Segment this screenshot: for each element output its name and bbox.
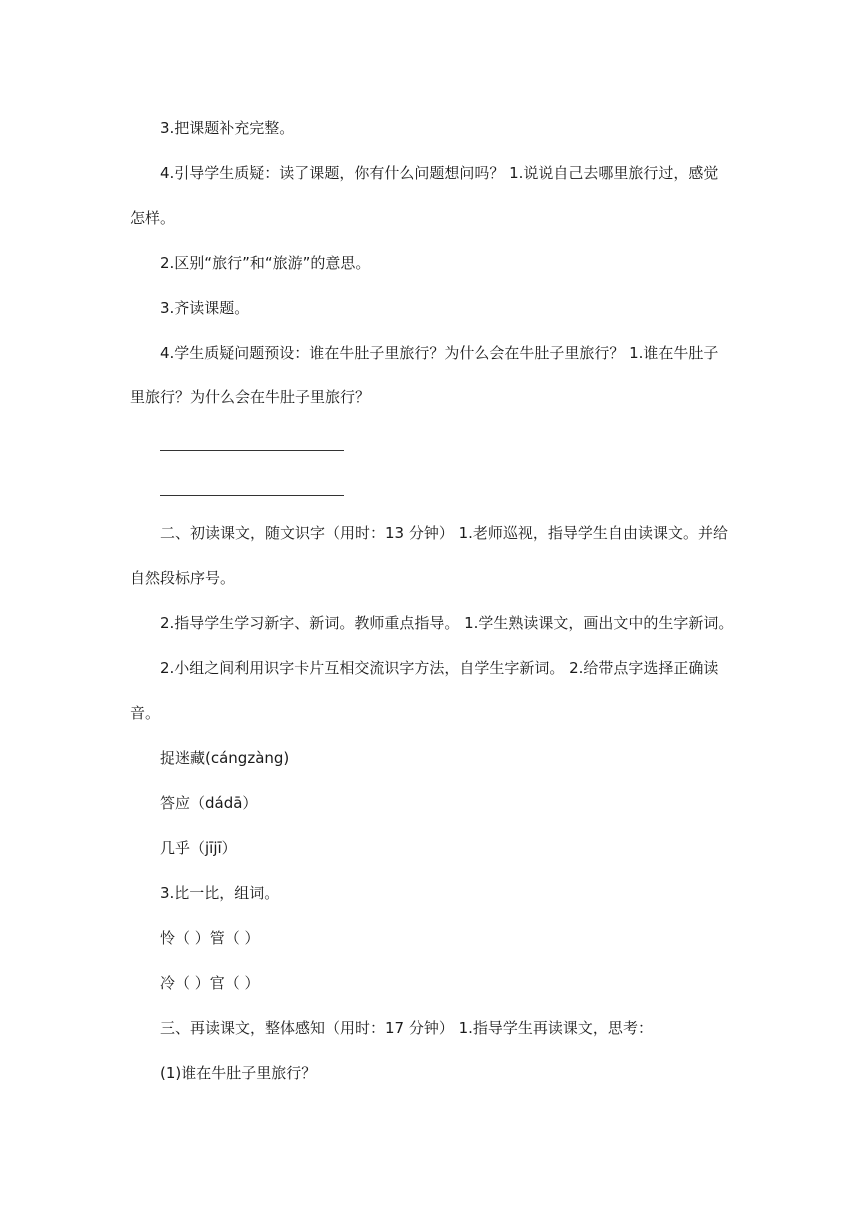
paragraph-line: 3.比一比，组词。 — [160, 884, 280, 902]
paragraph-line: 3.齐读课题。 — [160, 299, 250, 317]
answer-blank-line — [160, 450, 344, 451]
question-line: (1)谁在牛肚子里旅行？ — [160, 1064, 317, 1082]
word-compare-item: 冷（ ）官（ ） — [160, 974, 260, 992]
pinyin-item: 捉迷藏(cángzàng) — [160, 749, 290, 767]
paragraph-line: 4.学生质疑问题预设：谁在牛肚子里旅行？为什么会在牛肚子里旅行？ 1.谁在牛肚子 — [160, 344, 719, 362]
pinyin-item: 几乎（jījī） — [160, 839, 237, 857]
paragraph-line: 2.区别“旅行”和“旅游”的意思。 — [160, 254, 371, 272]
paragraph-line: 怎样。 — [130, 209, 176, 227]
section-heading-line: 三、再读课文，整体感知（用时：17 分钟） 1.指导学生再读课文，思考： — [160, 1019, 653, 1037]
paragraph-line: 4.引导学生质疑：读了课题，你有什么问题想问吗？ 1.说说自己去哪里旅行过，感觉 — [160, 164, 719, 182]
word-compare-item: 怜（ ）管（ ） — [160, 929, 260, 947]
answer-blank-line — [160, 495, 344, 496]
pinyin-item: 答应（dádā） — [160, 794, 258, 812]
paragraph-line: 自然段标序号。 — [130, 569, 236, 587]
paragraph-line: 里旅行？为什么会在牛肚子里旅行？ — [130, 388, 371, 406]
paragraph-line: 3.把课题补充完整。 — [160, 119, 295, 137]
paragraph-line: 2.指导学生学习新字、新词。教师重点指导。 1.学生熟读课文，画出文中的生字新词。 — [160, 614, 734, 632]
paragraph-line: 音。 — [130, 704, 161, 722]
paragraph-line: 2.小组之间利用识字卡片互相交流识字方法，自学生字新词。 2.给带点字选择正确读 — [160, 659, 719, 677]
section-heading-line: 二、初读课文，随文识字（用时：13 分钟） 1.老师巡视，指导学生自由读课文。并给 — [160, 524, 728, 542]
